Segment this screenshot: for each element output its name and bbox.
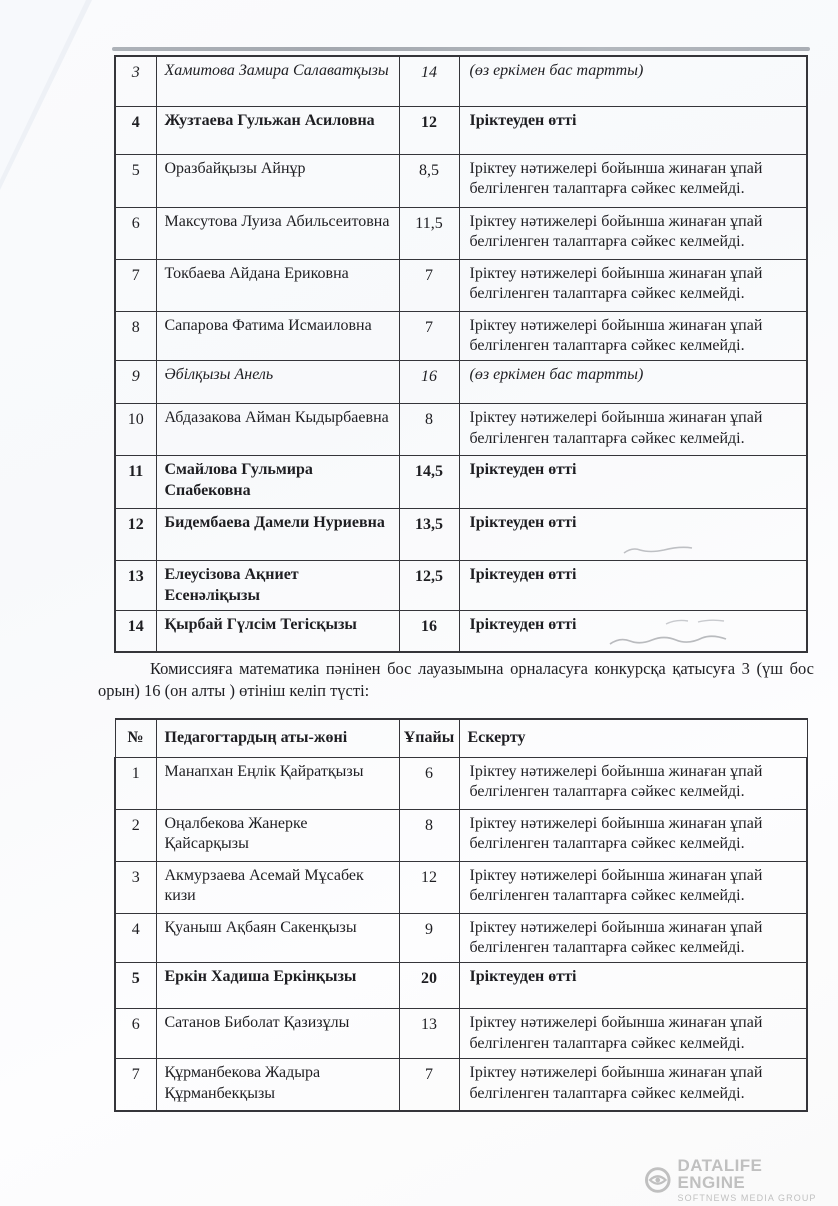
first-table — [114, 55, 808, 653]
note-cell: Іріктеуден өтті — [459, 561, 807, 611]
row-number-cell: 1 — [115, 757, 156, 809]
row-number-cell: 12 — [115, 509, 156, 561]
table-row — [115, 311, 807, 361]
teacher-name-cell: Сатанов Биболат Қазизұлы — [156, 1009, 399, 1059]
score-cell: 7 — [399, 259, 459, 311]
row-number-cell: 6 — [115, 207, 156, 259]
table-row — [115, 154, 807, 207]
table-row — [115, 56, 807, 106]
note-cell: (өз еркімен бас тартты) — [459, 361, 807, 404]
column-header-score: Ұпайы — [399, 719, 459, 757]
table-row — [115, 963, 807, 1009]
teacher-name-cell: Жузтаева Гульжан Асиловна — [156, 106, 399, 154]
table-row — [115, 757, 807, 809]
score-cell: 20 — [399, 963, 459, 1009]
row-number-cell: 11 — [115, 456, 156, 509]
score-cell: 13 — [399, 1009, 459, 1059]
note-cell: Іріктеуден өтті — [459, 611, 807, 652]
table-row — [115, 861, 807, 913]
score-cell: 12,5 — [399, 561, 459, 611]
row-number-cell: 7 — [115, 259, 156, 311]
score-cell: 14,5 — [399, 456, 459, 509]
row-number-cell: 13 — [115, 561, 156, 611]
note-cell: Іріктеу нәтижелері бойынша жинаған ұпай белгіленген талаптарға сәйкес келмейді. — [459, 1009, 807, 1059]
row-number-cell: 5 — [115, 154, 156, 207]
score-cell: 16 — [399, 361, 459, 404]
teacher-name-cell: Токбаева Айдана Ериковна — [156, 259, 399, 311]
teacher-name-cell: Елеусізова Ақниет Есенәліқызы — [156, 561, 399, 611]
teacher-name-cell: Оңалбекова Жанерке Қайсарқызы — [156, 809, 399, 861]
teacher-name-cell: Қуаныш Ақбаян Сакенқызы — [156, 913, 399, 963]
note-cell: Іріктеу нәтижелері бойынша жинаған ұпай белгіленген талаптарға сәйкес келмейді. — [459, 809, 807, 861]
second-table — [114, 718, 808, 1112]
row-number-cell: 6 — [115, 1009, 156, 1059]
note-cell: Іріктеу нәтижелері бойынша жинаған ұпай белгіленген талаптарға сәйкес келмейді. — [459, 404, 807, 456]
teacher-name-cell: Қырбай Гүлсім Тегісқызы — [156, 611, 399, 652]
teacher-name-cell: Абдазакова Айман Кыдырбаевна — [156, 404, 399, 456]
watermark-subtitle: SOFTNEWS MEDIA GROUP — [677, 1193, 817, 1203]
score-cell: 16 — [399, 611, 459, 652]
note-cell: Іріктеу нәтижелері бойынша жинаған ұпай белгіленген талаптарға сәйкес келмейді. — [459, 1059, 807, 1111]
table-row — [115, 809, 807, 861]
table-row — [115, 106, 807, 154]
table-row — [115, 1059, 807, 1111]
teacher-name-cell: Бидембаева Дамели Нуриевна — [156, 509, 399, 561]
teacher-name-cell: Құрманбекова Жадыра Құрманбекқызы — [156, 1059, 399, 1111]
score-cell: 9 — [399, 913, 459, 963]
score-cell: 8 — [399, 404, 459, 456]
score-cell: 8 — [399, 809, 459, 861]
watermark-title: DATALIFE ENGINE — [677, 1156, 763, 1192]
note-cell: Іріктеуден өтті — [459, 509, 807, 561]
score-cell: 14 — [399, 56, 459, 106]
note-cell: Іріктеу нәтижелері бойынша жинаған ұпай белгіленген талаптарға сәйкес келмейді. — [459, 259, 807, 311]
row-number-cell: 10 — [115, 404, 156, 456]
teacher-name-cell: Әбілқызы Анель — [156, 361, 399, 404]
note-cell: Іріктеуден өтті — [459, 963, 807, 1009]
datalife-eye-icon — [644, 1165, 672, 1195]
score-cell: 7 — [399, 1059, 459, 1111]
table-row — [115, 207, 807, 259]
teacher-name-cell: Оразбайқызы Айнұр — [156, 154, 399, 207]
row-number-cell: 4 — [115, 913, 156, 963]
column-header-name: Педагогтардың аты-жөні — [156, 719, 399, 757]
intro-paragraph: Комиссияға математика пәнінен бос лауазымына орналасуға конкурсқа қатысуға 3 (үш бос орын) 16 (он алты ) өтініш келіп түсті: — [98, 659, 814, 701]
note-cell: (өз еркімен бас тартты) — [459, 56, 807, 106]
column-header-note: Ескерту — [459, 719, 807, 757]
row-number-cell: 8 — [115, 311, 156, 361]
pen-scribble-artifact — [608, 634, 728, 648]
column-header-number: № — [115, 719, 156, 757]
note-cell: Іріктеу нәтижелері бойынша жинаған ұпай белгіленген талаптарға сәйкес келмейді. — [459, 913, 807, 963]
datalife-engine-watermark — [644, 1156, 822, 1203]
row-number-cell: 2 — [115, 809, 156, 861]
table-row — [115, 913, 807, 963]
note-cell: Іріктеуден өтті — [459, 456, 807, 509]
note-cell: Іріктеу нәтижелері бойынша жинаған ұпай белгіленген талаптарға сәйкес келмейді. — [459, 861, 807, 913]
pen-scribble-artifact — [622, 544, 694, 556]
pen-scribble-artifact — [664, 616, 726, 628]
row-number-cell: 14 — [115, 611, 156, 652]
table-row — [115, 509, 807, 561]
table-row — [115, 561, 807, 611]
note-cell: Іріктеу нәтижелері бойынша жинаған ұпай белгіленген талаптарға сәйкес келмейді. — [459, 757, 807, 809]
row-number-cell: 3 — [115, 56, 156, 106]
row-number-cell: 4 — [115, 106, 156, 154]
table-row — [115, 1009, 807, 1059]
score-cell: 11,5 — [399, 207, 459, 259]
note-cell: Іріктеу нәтижелері бойынша жинаған ұпай белгіленген талаптарға сәйкес келмейді. — [459, 311, 807, 361]
teacher-name-cell: Манапхан Еңлік Қайратқызы — [156, 757, 399, 809]
score-cell: 13,5 — [399, 509, 459, 561]
teacher-name-cell: Максутова Луиза Абильсеитовна — [156, 207, 399, 259]
score-cell: 6 — [399, 757, 459, 809]
score-cell: 12 — [399, 861, 459, 913]
row-number-cell: 3 — [115, 861, 156, 913]
row-number-cell: 7 — [115, 1059, 156, 1111]
row-number-cell: 5 — [115, 963, 156, 1009]
table-row — [115, 456, 807, 509]
teacher-name-cell: Акмурзаева Асемай Мұсабек кизи — [156, 861, 399, 913]
table-header-row — [115, 719, 807, 757]
teacher-name-cell: Смайлова Гульмира Спабековна — [156, 456, 399, 509]
table-row — [115, 361, 807, 404]
row-number-cell: 9 — [115, 361, 156, 404]
note-cell: Іріктеу нәтижелері бойынша жинаған ұпай белгіленген талаптарға сәйкес келмейді. — [459, 207, 807, 259]
table-row — [115, 404, 807, 456]
score-cell: 8,5 — [399, 154, 459, 207]
note-cell: Іріктеу нәтижелері бойынша жинаған ұпай белгіленген талаптарға сәйкес келмейді. — [459, 154, 807, 207]
teacher-name-cell: Сапарова Фатима Исмаиловна — [156, 311, 399, 361]
teacher-name-cell: Еркін Хадиша Еркінқызы — [156, 963, 399, 1009]
score-cell: 7 — [399, 311, 459, 361]
score-cell: 12 — [399, 106, 459, 154]
table-row — [115, 259, 807, 311]
scan-cutoff-line — [112, 47, 810, 51]
teacher-name-cell: Хамитова Замира Салаватқызы — [156, 56, 399, 106]
note-cell: Іріктеуден өтті — [459, 106, 807, 154]
